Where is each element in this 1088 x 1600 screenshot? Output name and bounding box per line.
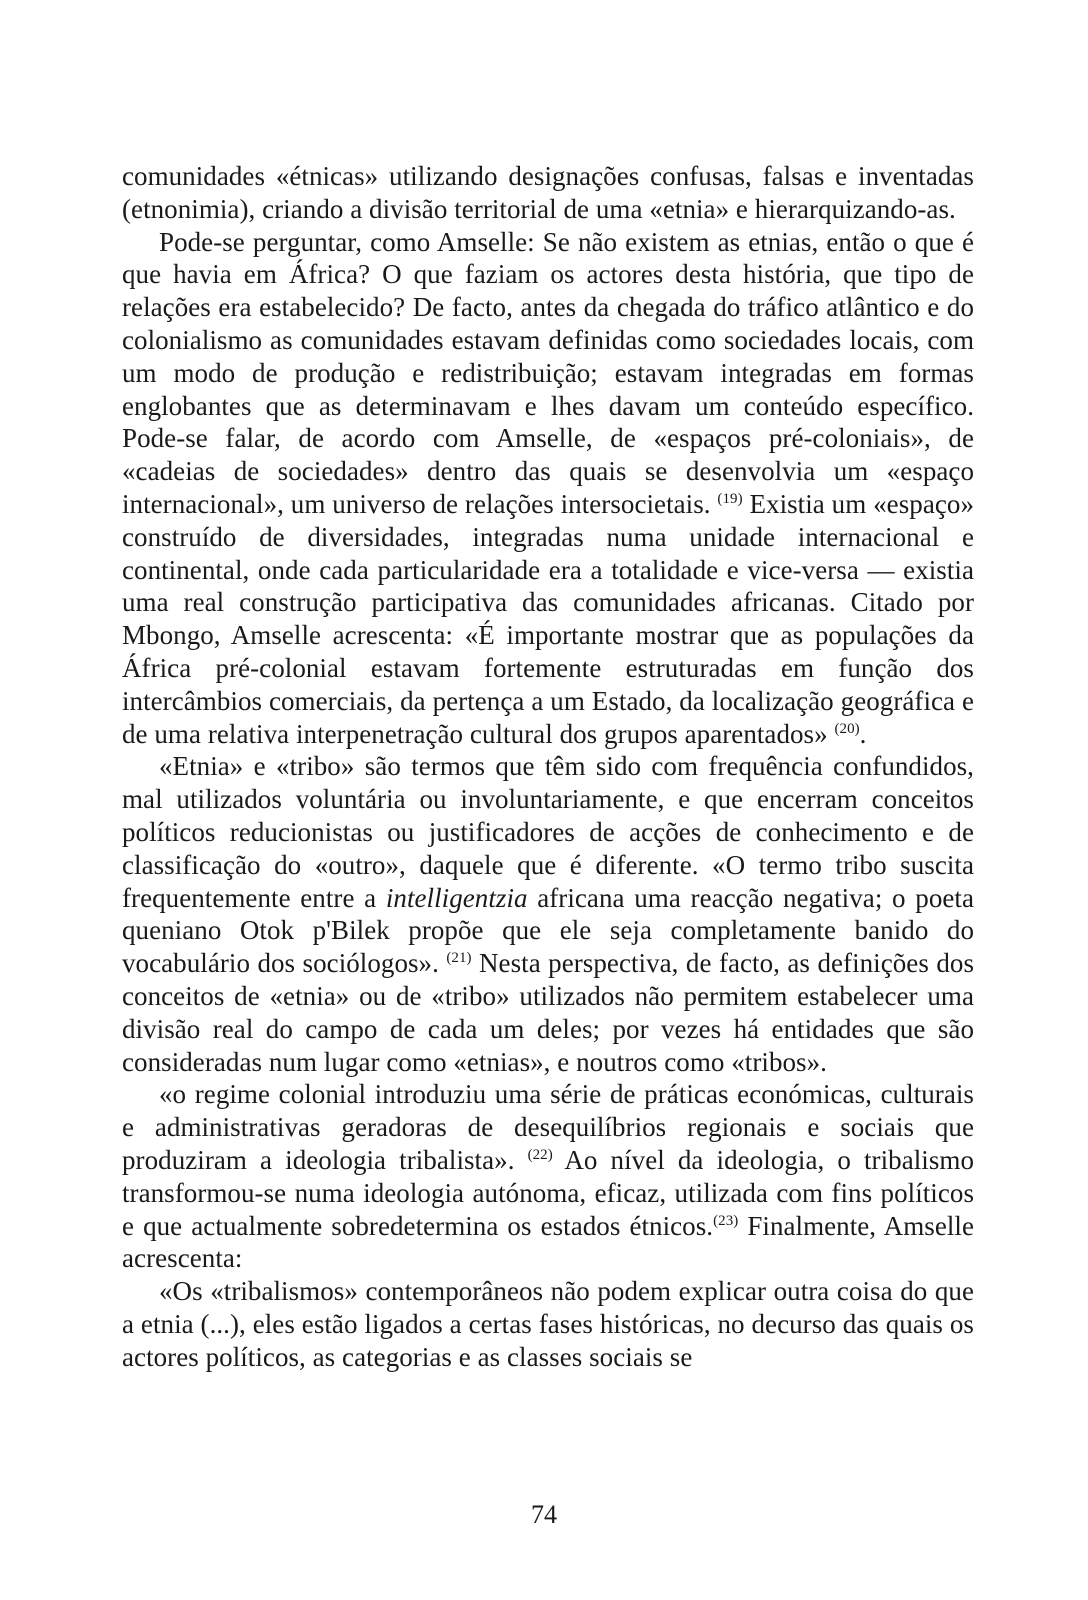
- text-run: .: [859, 718, 867, 749]
- text-run: Pode-se perguntar, como Amselle: Se não existem as etnias, então o que é que havia em África? O que faziam os actores desta história, que tipo de relações era estabelecido? De facto, antes da chegada do tráfico atlântico e do colonialismo as comunidades estavam definidas como sociedades locais, com um modo de produção e redistribuição; estavam integradas em formas englobantes que as determinavam e lhes davam um conteúdo específico. Pode-se falar, de acordo com Amselle, de «espaços pré-coloniais», de «cadeias de sociedades» dentro das quais se desenvolvia um «espaço internacional», um universo de relações intersocietais.: [122, 226, 974, 519]
- body-text: [122, 160, 974, 1373]
- paragraph-1: [122, 160, 974, 226]
- text-run: «Etnia» e «tribo» são termos que têm sido com frequência confundidos, mal utilizados voluntária ou involuntariamente, e que encerram conceitos políticos reducionistas ou justificadores de acções de conhecimento e de classificação do «outro», daquele que é diferente. «O termo tribo suscita frequentemente entre a: [122, 751, 974, 913]
- footnote-marker: (20): [834, 720, 860, 737]
- text-run: Ao nível da ideologia, o tribalismo transformou-se numa ideologia autónoma, eficaz, utilizada com fins políticos e que actualmente sobredetermina os estados étnicos.: [122, 1144, 974, 1241]
- text-run: Nesta perspectiva, de facto, as definições dos conceitos de «etnia» ou de «tribo» utilizados não permitem estabelecer uma divisão real do campo de cada um deles; por vezes há entidades que são consideradas num lugar como «etnias», e noutros como «tribos».: [122, 948, 974, 1077]
- text-run: Existia um «espaço» construído de diversidades, integradas numa unidade internacional e continental, onde cada particularidade era a totalidade e vice-versa — existia uma real construção participativa das comunidades africanas. Citado por Mbongo, Amselle acrescenta: «É importante mostrar que as populações da África pré-colonial estavam fortemente estruturadas em função dos intercâmbios comerciais, da pertença a um Estado, da localização geográfica e de uma relativa interpenetração cultural dos grupos aparentados»: [122, 488, 974, 749]
- text-run: Finalmente, Amselle acrescenta:: [122, 1210, 974, 1274]
- paragraph-3: [122, 750, 974, 1078]
- page-number: 74: [531, 1500, 557, 1529]
- footnote-marker: (19): [717, 490, 743, 507]
- text-run: «Os «tribalismos» contemporâneos não podem explicar outra coisa do que a etnia (...), eles estão ligados a certas fases históricas, no decurso das quais os actores políticos, as categorias e as classes sociais se: [122, 1276, 974, 1372]
- text-run: comunidades «étnicas» utilizando designações confusas, falsas e inventadas (etnonimia), criando a divisão territorial de uma «etnia» e hierarquizando-as.: [122, 161, 974, 224]
- paragraph-5: [122, 1275, 974, 1373]
- italic-term: intelligentzia: [385, 882, 528, 913]
- paragraph-2: [122, 226, 974, 751]
- footnote-marker: (23): [713, 1212, 739, 1229]
- text-run: «o regime colonial introduziu uma série de práticas económicas, culturais e administrativas geradoras de desequilíbrios regionais e sociais que produziram a ideologia tribalista».: [122, 1079, 974, 1175]
- paragraph-4: [122, 1078, 974, 1275]
- footnote-marker: (22): [527, 1146, 553, 1163]
- text-run: africana uma reacção negativa; o poeta queniano Otok p'Bilek propõe que ele seja completamente banido do vocabulário dos sociólogos».: [122, 882, 974, 979]
- footnote-marker: (21): [446, 950, 472, 967]
